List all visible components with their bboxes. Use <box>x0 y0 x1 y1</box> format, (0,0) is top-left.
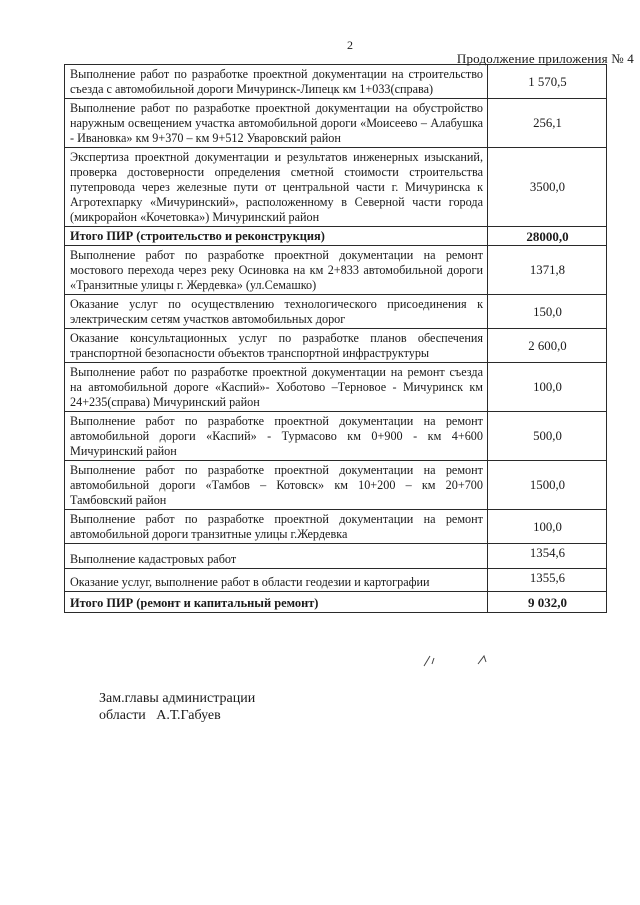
table-row <box>65 99 607 148</box>
row-description: Выполнение работ по разработке проектной документации на обустройство наружным освещением участка автомобильной дороги «Моисеево – Алабушка - Ивановка» км 9+370 – км 9+512 Уваровский район <box>65 99 488 148</box>
table-row <box>65 295 607 329</box>
table-row <box>65 65 607 99</box>
row-amount: 2 600,0 <box>488 329 607 363</box>
total-row <box>65 227 607 246</box>
row-description: Выполнение работ по разработке проектной документации на ремонт автомобильной дороги «Тамбов – Котовск» км 10+200 – км 20+700 Тамбовский район <box>65 461 488 510</box>
row-description: Оказание консультационных услуг по разработке планов обеспечения транспортной безопасности объектов транспортной инфраструктуры <box>65 329 488 363</box>
row-description: Выполнение кадастровых работ <box>65 544 488 569</box>
signature-block <box>99 690 255 724</box>
row-amount: 500,0 <box>488 412 607 461</box>
row-amount: 1354,6 <box>488 544 607 569</box>
row-amount: 1355,6 <box>488 569 607 592</box>
row-description: Выполнение работ по разработке проектной документации на ремонт съезда на автомобильной дороге «Каспий»- Хоботово –Терновое - Мичуринск км 24+235(справа) Мичуринский район <box>65 363 488 412</box>
row-description: Экспертиза проектной документации и результатов инженерных изысканий, проверка достоверности определения сметной стоимости строительства путепровода через железные пути от центральной части г. Мичуринска к Агротехпарку «Мичуринский», расположенному в Северной части города (микрорайон «Кочетовка») Мичуринский район <box>65 148 488 227</box>
row-description: Оказание услуг, выполнение работ в области геодезии и картографии <box>65 569 488 592</box>
signature-mark <box>420 650 500 670</box>
row-description: Выполнение работ по разработке проектной документации на ремонт мостового перехода через реку Осиновка на км 2+833 автомобильной дороги «Транзитные улицы г. Жердевка» (ул.Семашко) <box>65 246 488 295</box>
budget-table <box>64 64 607 613</box>
row-amount: 3500,0 <box>488 148 607 227</box>
table-row <box>65 148 607 227</box>
table-row <box>65 544 607 569</box>
row-description: Выполнение работ по разработке проектной документации на строительство съезда с автомобильной дороги Мичуринск-Липецк км 1+033(справа) <box>65 65 488 99</box>
table-row <box>65 246 607 295</box>
table-row <box>65 412 607 461</box>
table-row <box>65 363 607 412</box>
total-label: Итого ПИР (ремонт и капитальный ремонт) <box>65 592 488 613</box>
table-row <box>65 329 607 363</box>
total-amount: 28000,0 <box>488 227 607 246</box>
row-amount: 1 570,5 <box>488 65 607 99</box>
total-amount: 9 032,0 <box>488 592 607 613</box>
continuation-label: Продолжение приложения № 4 <box>456 51 634 66</box>
row-amount: 100,0 <box>488 510 607 544</box>
signature-position: Зам.главы администрации <box>99 691 256 706</box>
table-row <box>65 461 607 510</box>
table-row <box>65 569 607 592</box>
page-number: 2 <box>347 38 353 52</box>
row-description: Оказание услуг по осуществлению технологического присоединения к электрическим сетям участков автомобильных дорог <box>65 295 488 329</box>
table-row <box>65 510 607 544</box>
total-row <box>65 592 607 613</box>
row-amount: 100,0 <box>488 363 607 412</box>
signature-name: области А.Т.Габуев <box>99 708 221 723</box>
row-description: Выполнение работ по разработке проектной документации на ремонт автомобильной дороги «Каспий» - Турмасово км 0+900 - км 4+600 Мичуринский район <box>65 412 488 461</box>
row-amount: 150,0 <box>488 295 607 329</box>
row-amount: 256,1 <box>488 99 607 148</box>
row-amount: 1500,0 <box>488 461 607 510</box>
row-amount: 1371,8 <box>488 246 607 295</box>
total-label: Итого ПИР (строительство и реконструкция) <box>65 227 488 246</box>
row-description: Выполнение работ по разработке проектной документации на ремонт автомобильной дороги транзитные улицы г.Жердевка <box>65 510 488 544</box>
